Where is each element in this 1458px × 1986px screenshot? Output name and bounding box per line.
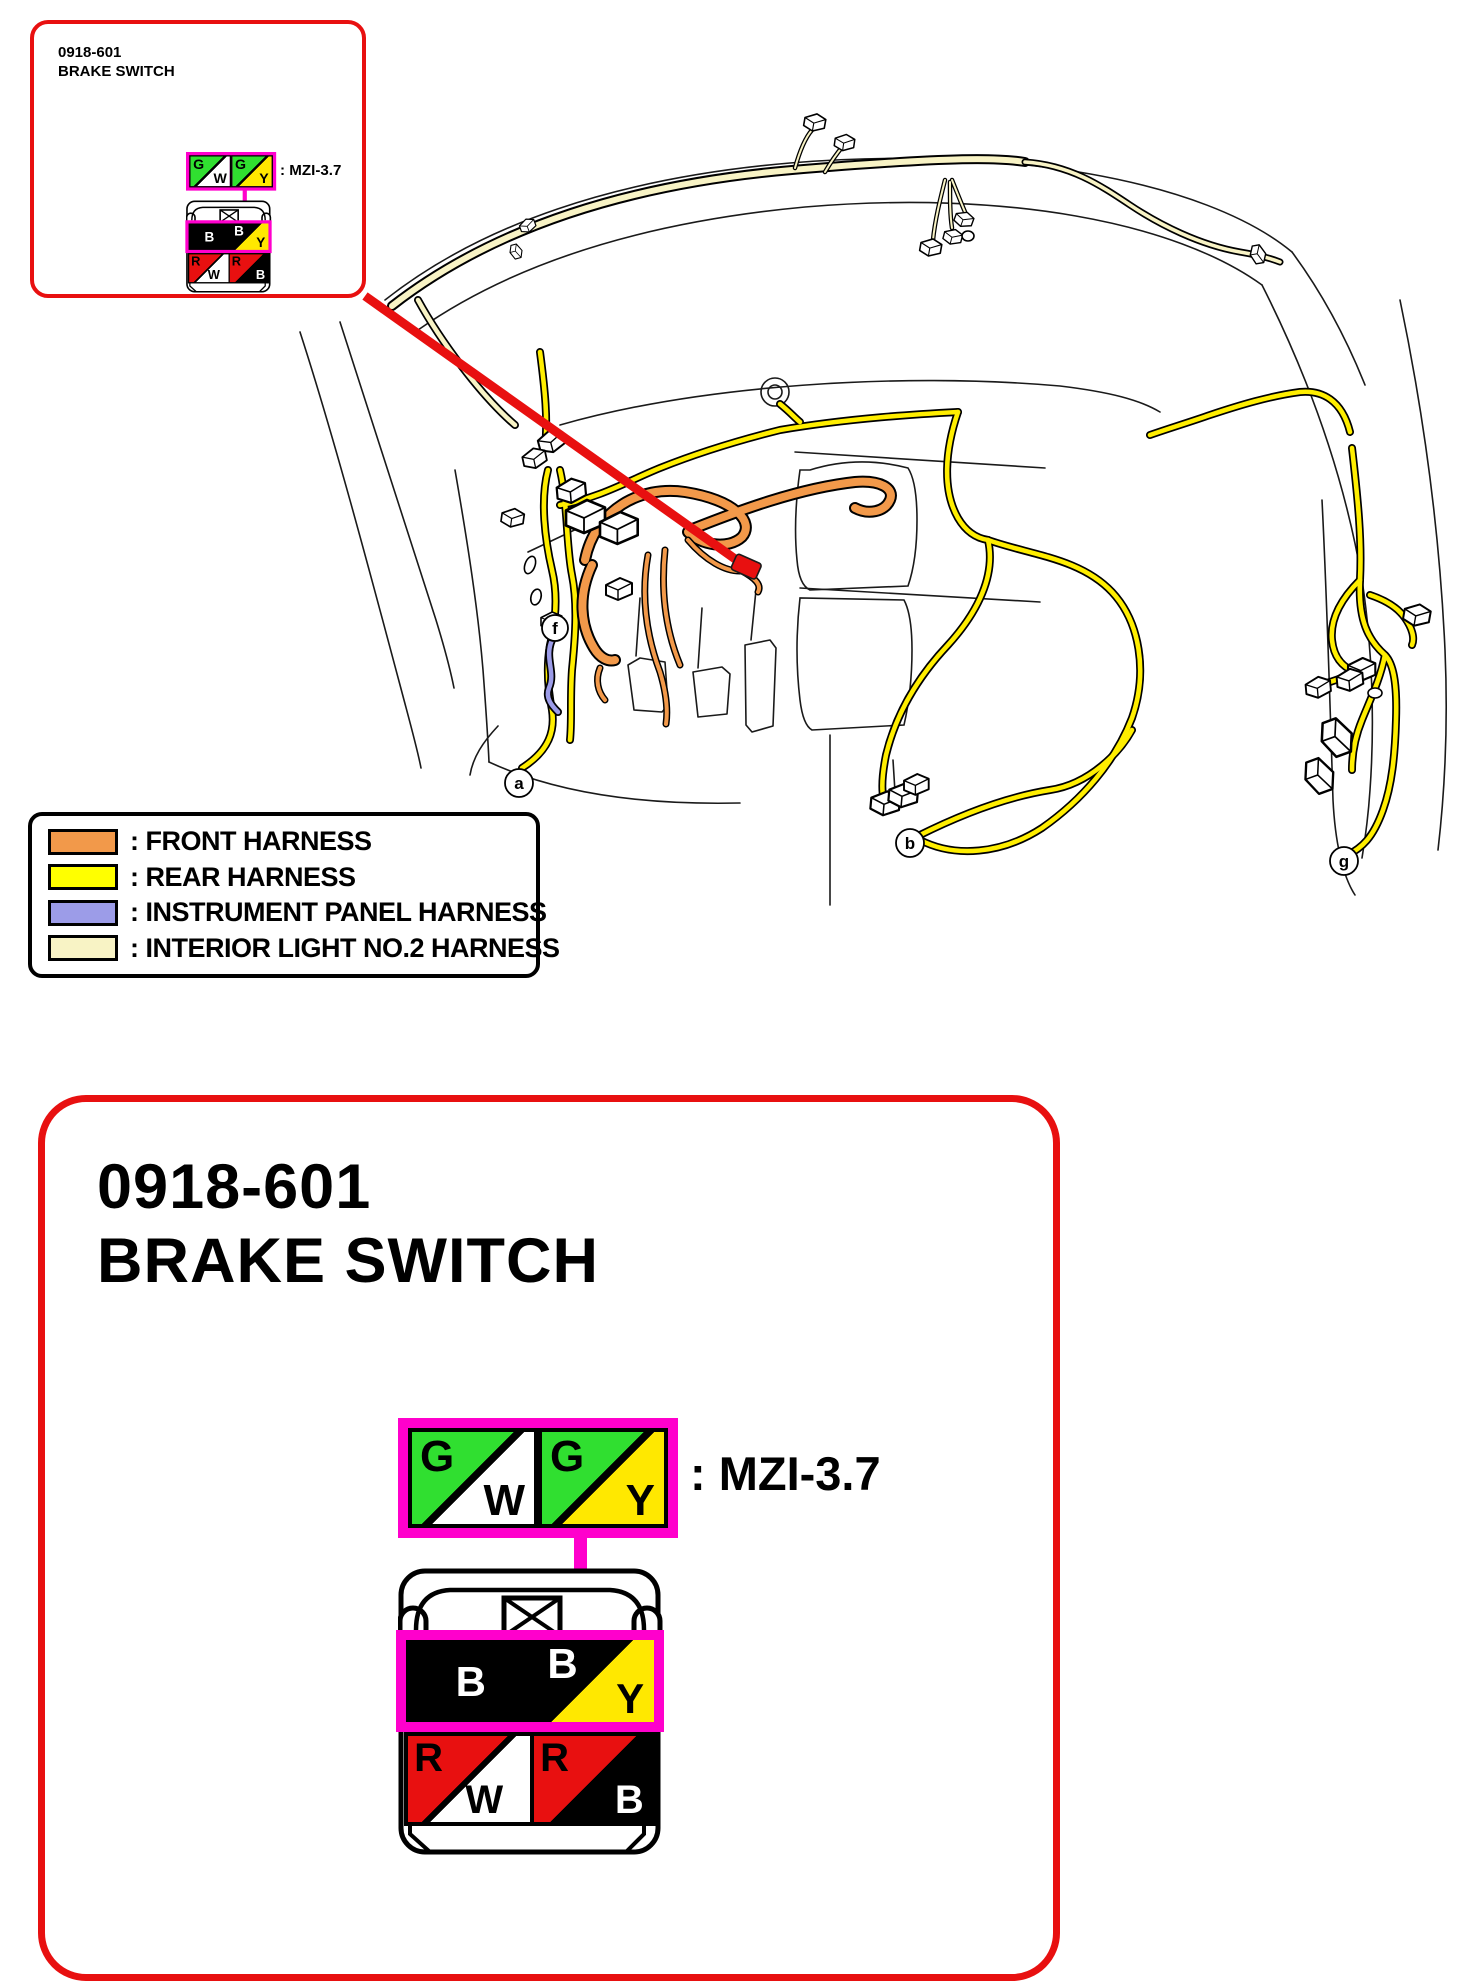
interior-light-no2-harness [392, 130, 1280, 425]
label-f: f [552, 619, 558, 638]
switch-row-black-yellow [185, 220, 271, 253]
instrument-panel-harness [548, 640, 558, 712]
brake-switch-connector-diagram-small [186, 152, 366, 297]
legend-row-rear-harness [32, 862, 536, 893]
callout-small-name: BRAKE SWITCH [58, 62, 175, 80]
wire-color-strip [398, 1418, 678, 1538]
wire-letter: W [207, 268, 220, 283]
front-harness-swatch [48, 829, 118, 855]
switch-cell-black-yellow [530, 1640, 654, 1722]
switch-cell-red-black [534, 1736, 656, 1822]
switch-cell-red-black [230, 254, 269, 282]
wire-letter: Y [625, 1476, 655, 1525]
interior-light-harness-label: : INTERIOR LIGHT NO.2 HARNESS [130, 932, 560, 963]
wire-letter: B [455, 1658, 486, 1706]
switch-cell-black [406, 1640, 530, 1722]
wire-letter: G [420, 1432, 455, 1481]
brake-switch-connector-diagram-large [398, 1418, 958, 1868]
wire-cell-green-white [408, 1428, 538, 1528]
callout-large-title [97, 1150, 599, 1299]
interior-light-harness-swatch [48, 935, 118, 961]
wire-letter: Y [616, 1674, 645, 1722]
switch-cell-red-white [408, 1736, 530, 1822]
rear-harness-label: : REAR HARNESS [130, 861, 356, 892]
switch-row-black-yellow [396, 1630, 664, 1732]
wire-letter: G [234, 156, 246, 173]
label-g: g [1338, 852, 1350, 871]
legend-row-instrument-panel-harness [32, 897, 547, 928]
switch-cell-black-yellow [229, 223, 269, 249]
instrument-panel-harness-swatch [48, 900, 118, 926]
wire-letter: W [483, 1476, 525, 1525]
harness-legend [28, 812, 560, 978]
location-labels [505, 615, 1358, 875]
wire-letter: B [547, 1640, 578, 1688]
engine-label: : MZI-3.7 [280, 161, 342, 179]
brake-switch-highlight [730, 553, 762, 580]
wire-letter: W [213, 170, 227, 187]
wire-cell-green-white [189, 155, 231, 187]
wire-cell-green-yellow [538, 1428, 668, 1528]
wire-letter: W [465, 1778, 504, 1823]
wire-letter: R [414, 1735, 443, 1780]
callout-large-code: 0918-601 [97, 1152, 372, 1222]
label-b: b [904, 834, 916, 853]
wire-letter: R [540, 1735, 569, 1780]
wire-letter: G [193, 156, 205, 173]
label-a: a [514, 774, 524, 793]
wire-letter: G [550, 1432, 585, 1481]
wire-cell-green-yellow [231, 155, 273, 187]
callout-leader-line [365, 296, 762, 580]
wire-letter: B [614, 1778, 644, 1823]
wire-letter: R [231, 254, 242, 269]
instrument-panel-harness-label: : INSTRUMENT PANEL HARNESS [130, 897, 547, 928]
switch-row-red [404, 1732, 660, 1826]
rear-harness [522, 352, 1413, 856]
brake-switch-callout-small [30, 20, 366, 298]
callout-large-name: BRAKE SWITCH [97, 1226, 599, 1297]
callout-small-code: 0918-601 [58, 44, 122, 61]
wire-letter: B [234, 223, 244, 239]
switch-cell-red-white [189, 254, 228, 282]
engine-label: : MZI-3.7 [690, 1447, 881, 1500]
wire-letter: B [255, 268, 266, 283]
wire-letter: R [191, 254, 201, 269]
switch-cell-black [189, 223, 229, 249]
legend-row-front-harness [32, 826, 536, 857]
wire-color-strip [186, 152, 276, 191]
vehicle-body-outline [300, 158, 1446, 905]
switch-row-red [188, 253, 270, 283]
wire-letter: B [204, 229, 215, 245]
front-harness-label: : FRONT HARNESS [130, 826, 372, 857]
callout-small-title [58, 44, 175, 82]
rear-harness-swatch [48, 864, 118, 890]
legend-row-interior-light-harness [32, 932, 560, 964]
wire-letter: Y [259, 170, 269, 187]
wire-letter: Y [256, 234, 266, 250]
